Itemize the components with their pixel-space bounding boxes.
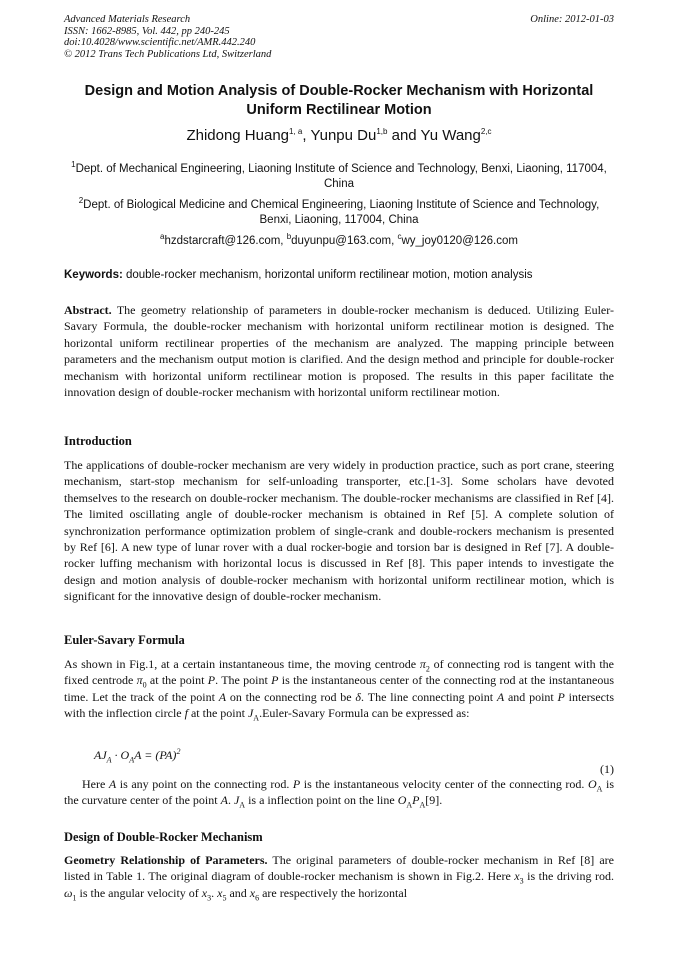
text-run: is any point on the connecting rod. bbox=[116, 777, 293, 791]
text-run: The original parameters of double-rocker mechanism in Ref [8] are listed in Table 1. The original diagram of double-rocker mechanism is shown in Fig.2. Here bbox=[64, 853, 614, 884]
equation-number: (1) bbox=[600, 762, 614, 776]
affiliation-1 bbox=[64, 162, 614, 192]
email: wy_joy0120@126.com bbox=[401, 235, 518, 247]
doi: doi:10.4028/www.scientific.net/AMR.442.240 bbox=[64, 37, 256, 48]
symbol: A bbox=[108, 777, 117, 791]
copyright: © 2012 Trans Tech Publications Ltd, Switzerland bbox=[64, 48, 272, 60]
subscript: 5 bbox=[222, 893, 227, 903]
symbol: P bbox=[207, 673, 216, 688]
email-mark: c bbox=[397, 232, 402, 242]
text-run: of connecting rod is tangent with the fixed centrode bbox=[64, 657, 614, 688]
symbol: O bbox=[397, 793, 407, 808]
symbol: ω bbox=[64, 885, 73, 900]
email-mark: a bbox=[160, 232, 165, 242]
subsection-heading: Geometry Relationship of Parameters. bbox=[64, 853, 268, 867]
email-mark: b bbox=[286, 232, 292, 242]
symbol: x bbox=[201, 885, 208, 900]
symbol: x bbox=[514, 869, 520, 884]
text-run: at the point bbox=[187, 706, 248, 721]
eq-term: A = (PA) bbox=[134, 748, 177, 762]
text-run: is the curvature center of the point bbox=[64, 777, 614, 808]
euler-paragraph-2 bbox=[64, 776, 614, 809]
subscript: A bbox=[419, 800, 426, 810]
text-run: . The line connecting point bbox=[360, 689, 497, 704]
journal-header bbox=[64, 14, 614, 60]
text-run: is the angular velocity of bbox=[76, 885, 202, 900]
text-run: . bbox=[227, 793, 234, 808]
euler-paragraph-1 bbox=[64, 656, 614, 722]
author-name: Zhidong Huang bbox=[186, 127, 290, 144]
equation-euler-savary bbox=[94, 748, 180, 763]
author-affil-mark: 1, a bbox=[289, 127, 303, 136]
text-run: As shown in Fig.1, at a certain instantaneous time, the moving centrode bbox=[64, 657, 420, 671]
subscript: A bbox=[239, 800, 246, 810]
text-run: . The point bbox=[215, 673, 272, 688]
journal-name: Advanced Materials Research bbox=[64, 14, 191, 25]
paper-title: Design and Motion Analysis of Double-Rocker Mechanism with Horizontal Uniform Rectilinear Motion bbox=[84, 83, 594, 118]
subscript: 3 bbox=[207, 893, 212, 903]
symbol: f bbox=[184, 706, 188, 721]
author-emails bbox=[64, 234, 614, 249]
affiliation-number: 1 bbox=[71, 160, 76, 170]
symbol: π bbox=[419, 657, 426, 671]
text-run: on the connecting rod be bbox=[226, 689, 356, 704]
affiliation-number: 2 bbox=[78, 196, 84, 206]
symbol: δ bbox=[355, 689, 361, 704]
design-paragraph bbox=[64, 852, 614, 901]
symbol: J bbox=[233, 793, 240, 808]
issn: ISSN: 1662-8985, Vol. 442, pp 240-245 bbox=[64, 25, 230, 37]
author-separator: , bbox=[302, 127, 311, 144]
symbol: π bbox=[136, 673, 143, 688]
online-date: Online: 2012-01-03 bbox=[530, 14, 614, 25]
subscript: 3 bbox=[519, 876, 524, 886]
abstract-label: Abstract. bbox=[64, 303, 112, 317]
symbol: A bbox=[218, 689, 227, 704]
keywords bbox=[64, 268, 614, 283]
text-run: is the instantaneous center of the connecting rod at the instantaneous time. Let the track of the point bbox=[64, 673, 615, 704]
text-run: . bbox=[211, 885, 218, 900]
eq-superscript: 2 bbox=[176, 747, 181, 756]
section-heading-introduction: Introduction bbox=[64, 434, 132, 448]
affiliation-text: Dept. of Mechanical Engineering, Liaoning Institute of Science and Technology, Benxi, Liaoning, 117004, China bbox=[75, 163, 607, 190]
eq-subscript: A bbox=[106, 755, 112, 765]
keywords-label: Keywords: bbox=[64, 269, 123, 281]
email: hzdstarcraft@126.com, bbox=[164, 235, 287, 247]
subscript: 6 bbox=[255, 893, 260, 903]
text-run: is the driving rod. bbox=[523, 869, 614, 884]
introduction-paragraph: The applications of double-rocker mechanism are very widely in production practice, such as port crane, steering mechanism, start-stop mechanism for self-unloading transporter, etc.[1-3]. Some scholars have devoted themselves to the research on double-rocker mechanism. The double-rocker mechanisms are classified in Ref [4]. The limited oscillating angle of double-rocker mechanism is obtained in Ref [5]. A complete solution of synchronization performance optimization problem of single-crank and double-rockers mechanism is presented by Ref [6]. A new type of lunar rover with a dual rocker-bogie and torsion bar is designed in Ref [7]. A double-rocker luffing mechanism with horizontal locus is discussed in Ref [8]. This paper intends to investigate the design and motion analysis of double-rocker mechanism with horizontal uniform rectilinear motion, which is significant for the innovative design of double-rocker mechanism. bbox=[64, 458, 614, 604]
text-run: [9]. bbox=[425, 793, 443, 808]
abstract-text: The geometry relationship of parameters in double-rocker mechanism is deduced. Utilizing Euler-Savary Formula, the double-rocker mechanism with horizontal uniform rectilinear motion is designed. The horizontal uniform rectilinear properties of the mechanism are analyzed. The mapping principle between parameters and the mechanism output motion is clarified. And the design method and principle for double-rocker mechanism with horizontal uniform rectilinear motion is proposed. The results in this paper facilitate the innovation design of double-rocker mechanism with horizontal uniform rectilinear motion. bbox=[64, 303, 614, 400]
symbol: A bbox=[496, 689, 505, 704]
symbol: A bbox=[220, 793, 228, 808]
section-heading-euler-savary: Euler-Savary Formula bbox=[64, 633, 185, 647]
text-run: is the instantaneous velocity center of the connecting rod. bbox=[300, 777, 588, 791]
symbol: P bbox=[412, 793, 420, 808]
author-list bbox=[64, 126, 614, 146]
symbol: O bbox=[587, 777, 597, 791]
subscript: 1 bbox=[72, 893, 77, 903]
subscript: 0 bbox=[142, 680, 147, 690]
symbol: x bbox=[217, 885, 223, 900]
eq-term: AJ bbox=[94, 748, 107, 762]
text-run: and bbox=[226, 885, 250, 900]
author-affil-mark: 1,b bbox=[376, 127, 388, 136]
symbol: J bbox=[247, 706, 254, 721]
symbol: P bbox=[271, 673, 279, 688]
subscript: A bbox=[253, 713, 260, 723]
text-run: at the point bbox=[146, 673, 208, 688]
symbol: P bbox=[557, 689, 565, 704]
author-affil-mark: 2,c bbox=[480, 127, 492, 136]
affiliation-text: Dept. of Biological Medicine and Chemical Engineering, Liaoning Institute of Science and Technology, Benxi, Liaoning, 117004, China bbox=[83, 199, 600, 226]
eq-subscript: A bbox=[129, 755, 135, 765]
text-run: Here bbox=[82, 777, 109, 791]
text-run: is a inflection point on the line bbox=[245, 793, 398, 808]
section-heading-design: Design of Double-Rocker Mechanism bbox=[64, 830, 263, 844]
symbol: P bbox=[292, 777, 301, 791]
text-run: intersects with the inflection circle bbox=[64, 689, 614, 721]
email: duyunpu@163.com, bbox=[291, 235, 398, 247]
author-name: Yunpu Du bbox=[310, 127, 377, 144]
affiliation-2 bbox=[64, 198, 614, 228]
text-run: are respectively the horizontal bbox=[259, 885, 408, 900]
keywords-text: double-rocker mechanism, horizontal uniform rectilinear motion, motion analysis bbox=[122, 269, 533, 281]
eq-term: · O bbox=[111, 748, 130, 762]
subscript: A bbox=[406, 800, 413, 810]
abstract bbox=[64, 302, 614, 400]
author-name: Yu Wang bbox=[420, 127, 481, 144]
symbol: x bbox=[249, 885, 256, 900]
subscript: 2 bbox=[425, 664, 430, 674]
subscript: A bbox=[596, 784, 603, 794]
author-separator: and bbox=[387, 127, 421, 144]
text-run: and point bbox=[504, 689, 558, 704]
text-run: .Euler-Savary Formula can be expressed as: bbox=[259, 706, 470, 721]
